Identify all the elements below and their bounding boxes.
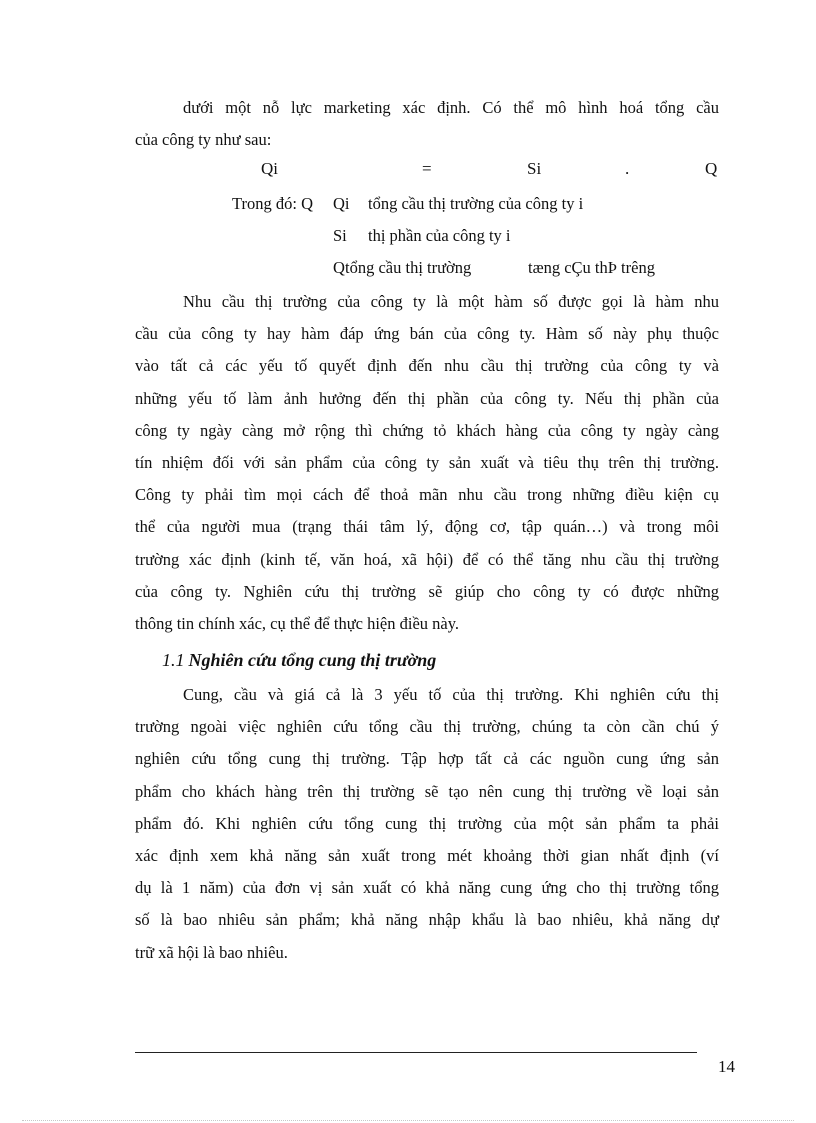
legend-text-qi: tổng cầu thị trường của công ty i [368,194,584,213]
text-line: của công ty. Nghiên cứu thị trường sẽ giúp cho công ty có được những [135,581,719,601]
text-line: cầu của công ty hay hàm đáp ứng bán của công ty. Hàm số này phụ thuộc [135,324,719,344]
text-line: phẩm đó. Khi nghiên cứu tổng cung thị trường của một sản phẩm ta phải [135,813,719,833]
section-heading [162,650,436,671]
paragraph-market-demand [135,286,719,640]
text-line: những yếu tố làm ảnh hưởng đến thị phần của công ty. Nếu thị phần của [135,388,719,408]
text-line: dụ là 1 năm) của đơn vị sản xuất có khả năng cung ứng cho thị trường tổng [135,878,719,898]
text-line: Cung, cầu và giá cả là 3 yếu tố của thị trường. Khi nghiên cứu thị [183,685,719,704]
text-line: thông tin chính xác, cụ thể để thực hiện điều này. [135,614,460,634]
legend-text-q: tổng cầu thị trường [345,258,472,277]
text-line: công ty ngày càng mở rộng thì chứng tỏ khách hàng của công ty ngày càng [135,420,719,440]
section-title: Nghiên cứu tổng cung thị trường [188,650,437,670]
paragraph-market-supply [135,679,719,969]
text-line: thể của người mua (trạng thái tâm lý, động cơ, tập quán…) và trong môi [135,517,719,537]
section-number: 1.1 [162,650,185,670]
text-line: trường ngoài việc nghiên cứu tổng cầu thị trường, chúng ta còn cần chú ý [135,717,719,737]
formula-equals: = [422,159,432,178]
page-bottom-border [22,1120,794,1121]
legend-text-si: thị phần của công ty i [368,226,511,245]
formula-qi: Qi [261,159,278,178]
text-line: của công ty như sau: [135,130,272,150]
footer-divider [135,1052,697,1053]
text-line: phẩm cho khách hàng trên thị trường sẽ tạo nên cung thị trường về loại sản [135,781,719,801]
text-line: xác định xem khả năng sản xuất trong mét khoảng thời gian nhất định (ví [135,846,719,866]
text-line: vào tất cả các yếu tố quyết định đến nhu cầu thị trường của công ty và [135,356,719,376]
legend-symbol-q: Q [333,258,345,277]
legend-intro: Trong đó: Q [232,194,313,213]
legend-symbol-qi: Qi [333,194,350,213]
text-line: dưới một nỗ lực marketing xác định. Có thể mô hình hoá tổng cầu [183,98,719,117]
text-line: Nhu cầu thị trường của công ty là một hàm số được gọi là hàm nhu [183,292,719,311]
legend-symbol-si: Si [333,226,347,245]
paragraph-intro [135,92,719,156]
legend-garbled-text: tæng cÇu thÞ trêng [528,258,655,277]
formula-dot: . [625,159,630,178]
text-line: trường xác định (kinh tế, văn hoá, xã hội) để có thể tăng nhu cầu thị trường [135,549,719,569]
text-line: nghiên cứu tổng cung thị trường. Tập hợp tất cả các nguồn cung ứng sản [135,749,719,769]
formula-q: Q [705,159,718,178]
text-line: tín nhiệm đối với sản phẩm của công ty sản xuất và tiêu thụ trên thị trường. [135,453,719,473]
text-line: số là bao nhiêu sản phẩm; khả năng nhập khẩu là bao nhiêu, khả năng dự [135,910,719,930]
text-line: trữ xã hội là bao nhiêu. [135,942,288,962]
text-line: Công ty phải tìm mọi cách để thoả mãn nhu cầu trong những điều kiện cụ [135,485,719,505]
page-number: 14 [718,1057,735,1076]
formula-total-demand [135,155,719,187]
formula-si: Si [527,159,542,178]
